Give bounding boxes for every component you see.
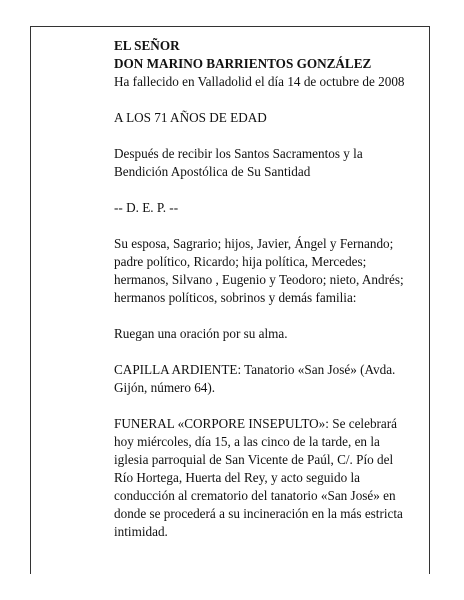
age-statement [114, 109, 424, 127]
family-line: hermanos políticos, sobrinos y demás familia: [114, 290, 357, 305]
obituary-notice [114, 37, 424, 559]
prayer-paragraph [114, 325, 424, 343]
funeral-line: FUNERAL «CORPORE INSEPULTO»: Se celebrará [114, 416, 398, 431]
family-line: hermanos, Silvano , Eugenio y Teodoro; nieto, Andrés; [114, 272, 404, 287]
sacraments-line: Después de recibir los Santos Sacramentos y la [114, 146, 363, 161]
funeral-line: hoy miércoles, día 15, a las cinco de la tarde, en la [114, 434, 380, 449]
chapel-paragraph [114, 361, 424, 397]
notice-frame-top [30, 26, 430, 27]
notice-frame-right [429, 26, 430, 574]
prayer-text: Ruegan una oración por su alma. [114, 326, 288, 341]
chapel-line: Gijón, número 64). [114, 380, 216, 395]
title-honorific: EL SEÑOR [114, 38, 180, 53]
family-line: Su esposa, Sagrario; hijos, Javier, Ángel y Fernando; [114, 236, 394, 251]
funeral-line: conducción al crematorio del tanatorio «San José» en [114, 488, 396, 503]
funeral-line: Río Hortega, Huerta del Rey, y acto seguido la [114, 470, 360, 485]
dep-text: -- D. E. P. -- [114, 200, 179, 215]
death-statement: Ha fallecido en Valladolid el día 14 de octubre de 2008 [114, 74, 405, 89]
chapel-line: CAPILLA ARDIENTE: Tanatorio «San José» (Avda. [114, 362, 396, 377]
family-line: padre político, Ricardo; hija política, Mercedes; [114, 254, 367, 269]
dep-line [114, 199, 424, 217]
notice-header [114, 37, 424, 91]
funeral-line: donde se procederá a su incineración en la más estricta [114, 506, 403, 521]
sacraments-line: Bendición Apostólica de Su Santidad [114, 164, 311, 179]
funeral-line: iglesia parroquial de San Vicente de Paúl, C/. Pío del [114, 452, 394, 467]
notice-frame-left [30, 26, 31, 574]
family-paragraph [114, 235, 424, 307]
sacraments-paragraph [114, 145, 424, 181]
funeral-paragraph [114, 415, 424, 541]
deceased-name: DON MARINO BARRIENTOS GONZÁLEZ [114, 56, 372, 71]
age-line: A LOS 71 AÑOS DE EDAD [114, 110, 267, 125]
funeral-line: intimidad. [114, 524, 168, 539]
